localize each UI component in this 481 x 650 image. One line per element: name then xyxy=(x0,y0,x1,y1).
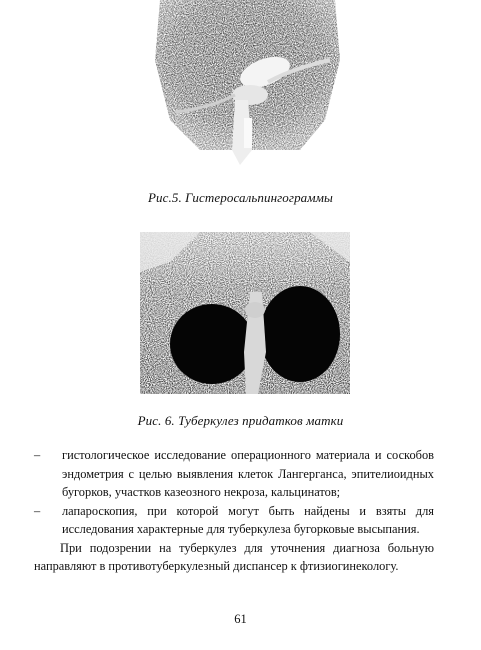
hysterosalpingogram-image xyxy=(140,0,350,170)
body-text xyxy=(34,446,434,576)
list-item xyxy=(34,446,434,502)
figure-6-caption: Рис. 6. Туберкулез придатков матки xyxy=(137,413,344,428)
list-dash: – xyxy=(34,448,41,462)
list-item-text: лапароскопия, при которой могут быть найдены и взяты для исследования характерные для туберкулеза бугорковые высыпания. xyxy=(62,503,434,536)
list-item-text: гистологическое исследование операционного материала и соскобов эндометрия с целью выявления клеток Лангерганса, эпителиоидных бугорков, участков казеозного некроза, кальцинатов; xyxy=(62,448,434,499)
adnexal-tuberculosis-image xyxy=(140,232,350,394)
figure-5-caption: Рис.5. Гистеросальпингограммы xyxy=(148,190,333,205)
page-number: 61 xyxy=(234,612,247,626)
list-dash: – xyxy=(34,503,41,518)
body-paragraph: При подозрении на туберкулез для уточнения диагноза больную направляют в противотуберкулезный диспансер к фтизиогинекологу. xyxy=(34,540,434,573)
list-item xyxy=(34,502,434,539)
